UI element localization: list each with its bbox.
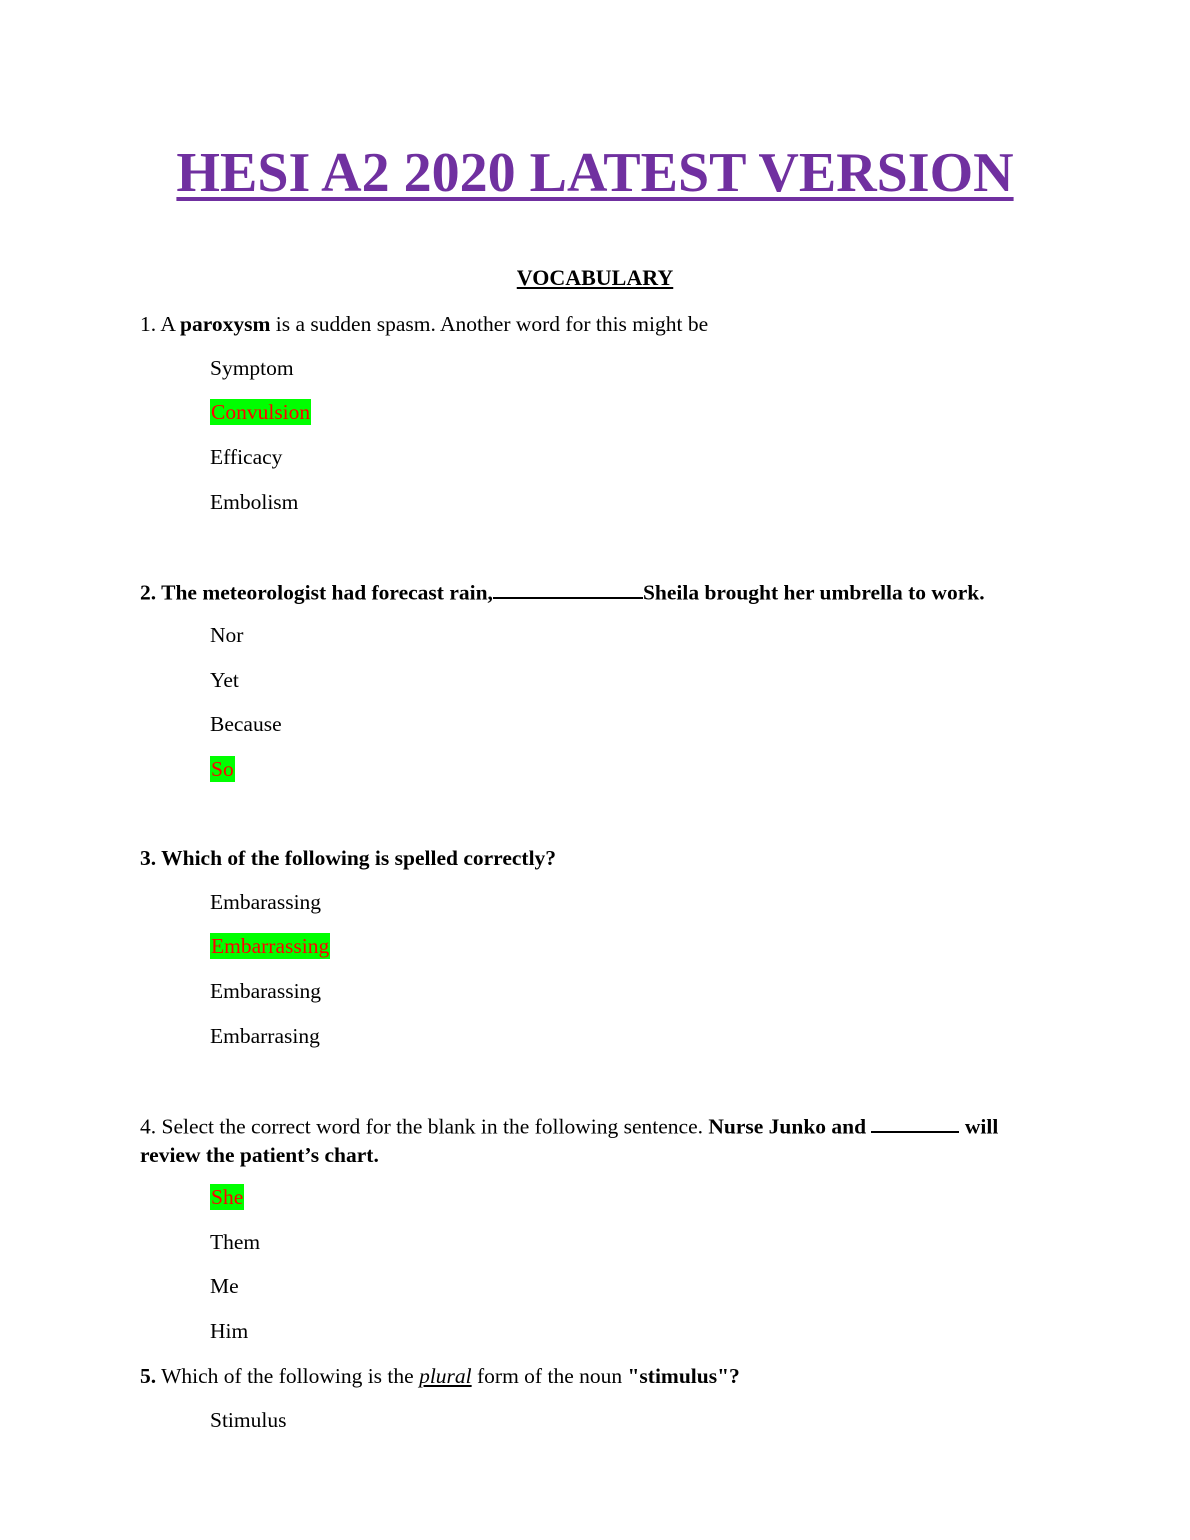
question-1 — [140, 310, 1040, 339]
question-4-option-c[interactable]: Me — [210, 1274, 239, 1298]
question-2-option-c[interactable]: Because — [210, 712, 282, 736]
question-4-option-a[interactable] — [210, 1183, 244, 1211]
question-2-option-b[interactable]: Yet — [210, 668, 239, 692]
question-4 — [140, 1111, 1030, 1170]
question-3-option-c[interactable]: Embarassing — [210, 979, 322, 1003]
question-1-option-a[interactable]: Symptom — [210, 356, 294, 380]
question-3-option-d[interactable]: Embarrasing — [210, 1024, 320, 1048]
question-2-option-d[interactable] — [210, 755, 235, 783]
question-1-term: paroxysm — [180, 312, 271, 336]
question-2-text-b: Sheila brought her umbrella to work. — [642, 580, 985, 605]
question-4-prefix: 4. Select the correct word for the blank in the following sentence. — [140, 1114, 709, 1139]
correct-answer-highlight: Convulsion — [211, 400, 311, 424]
question-4-bold-a: Nurse Junko and — [708, 1114, 872, 1139]
question-2-text-a: 2. The meteorologist had forecast rain, — [140, 580, 493, 605]
question-1-option-b[interactable] — [210, 398, 311, 426]
question-5-option-a[interactable]: Stimulus — [210, 1408, 287, 1432]
question-4-option-b[interactable]: Them — [210, 1230, 261, 1254]
question-5 — [140, 1362, 1040, 1391]
question-3-option-b[interactable] — [210, 932, 330, 960]
question-5-text-b: form of the noun — [471, 1364, 628, 1388]
correct-answer-highlight: She — [211, 1185, 244, 1209]
question-2 — [140, 577, 1080, 607]
document-title: HESI A2 2020 LATEST VERSION — [176, 142, 1014, 204]
question-2-option-a[interactable]: Nor — [210, 623, 244, 647]
question-5-text-a: Which of the following is the — [156, 1364, 420, 1388]
question-5-emphasis: plural — [419, 1364, 472, 1388]
answer-blank — [871, 1111, 959, 1133]
question-3-option-a[interactable]: Embarassing — [210, 890, 322, 914]
question-5-term: "stimulus"? — [627, 1364, 740, 1388]
question-3: 3. Which of the following is spelled correctly? — [140, 846, 557, 870]
question-5-number: 5. — [140, 1364, 157, 1388]
question-1-option-d[interactable]: Embolism — [210, 490, 299, 514]
question-4-bold-b: will review the patient’s chart. — [140, 1114, 999, 1168]
answer-blank — [493, 577, 643, 599]
question-1-option-c[interactable]: Efficacy — [210, 445, 283, 469]
correct-answer-highlight: Embarrassing — [211, 934, 330, 958]
section-heading: VOCABULARY — [516, 265, 674, 290]
question-1-prefix: 1. A — [140, 312, 181, 336]
question-1-suffix: is a sudden spasm. Another word for this might be — [270, 312, 709, 336]
question-4-option-d[interactable]: Him — [210, 1319, 249, 1343]
correct-answer-highlight: So — [211, 757, 234, 781]
